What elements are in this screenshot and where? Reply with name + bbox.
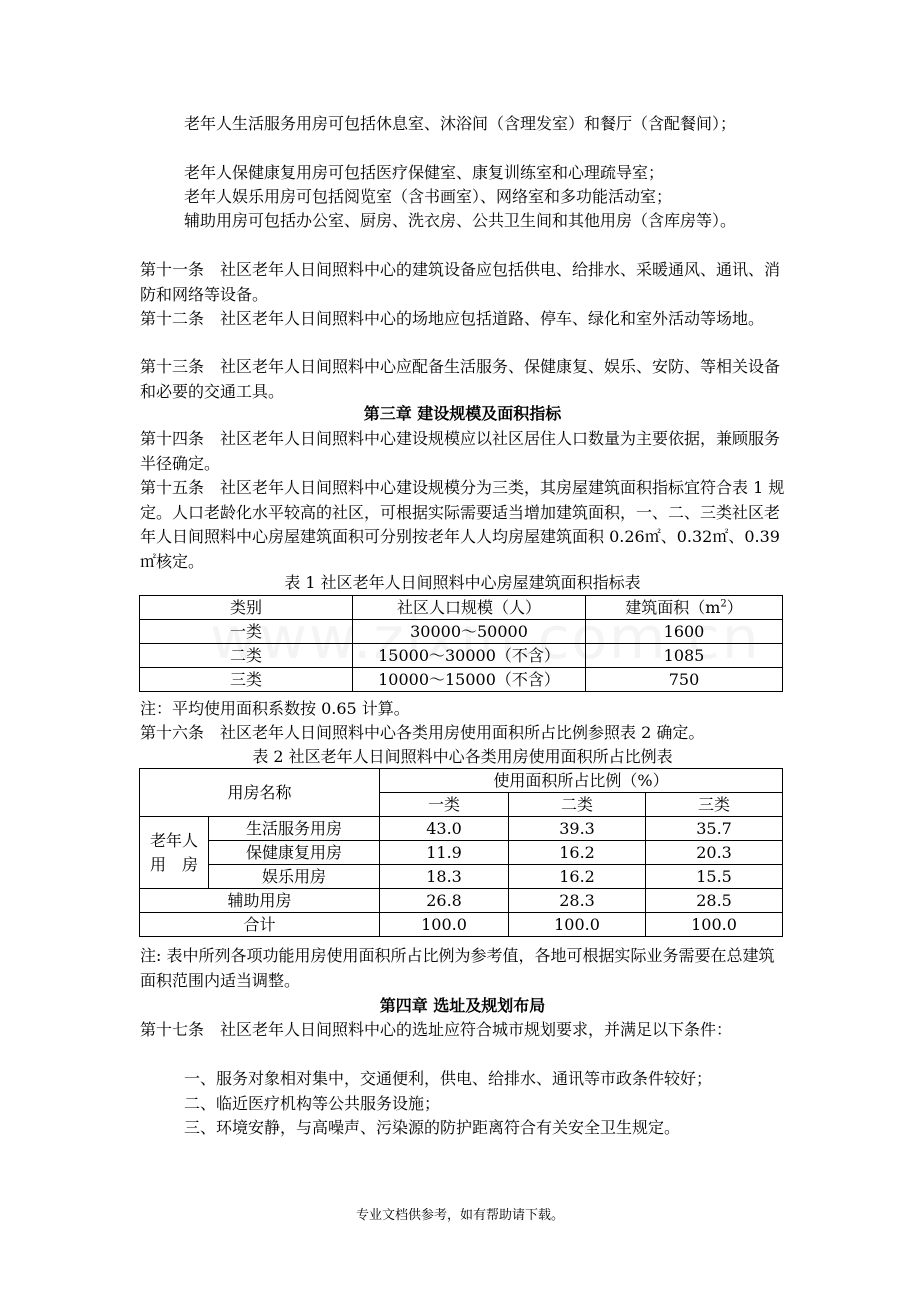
table-cell: 28.5: [646, 889, 783, 913]
table-cell: 三类: [140, 668, 353, 692]
table-cell: 16.2: [509, 841, 646, 865]
table-cell: 15000～30000（不含）: [353, 644, 586, 668]
paragraph-auxiliary-rooms: 辅助用房可包括办公室、厨房、洗衣房、公共卫生间和其他用房（含库房等）。: [184, 211, 737, 230]
paragraph-recreation-rooms: 老年人娱乐用房可包括阅览室（含书画室）、网络室和多功能活动室；: [184, 187, 673, 206]
table-row: [140, 620, 783, 644]
table-cell: 16.2: [509, 865, 646, 889]
article-14: 第十四条 社区老年人日间照料中心建设规模应以社区居住人口数量为主要依据，兼顾服务半径确定。: [140, 429, 781, 473]
table-1-header-population: 社区人口规模（人）: [353, 596, 586, 620]
table-2-group-elderly-rooms: [140, 817, 209, 889]
table-row: [140, 644, 783, 668]
table-1-note: 注：平均使用面积系数按 0.65 计算。: [140, 699, 410, 718]
paragraph-health-rooms: 老年人保健康复用房可包括医疗保健室、康复训练室和心理疏导室；: [184, 163, 665, 182]
table-2-header-name: 用房名称: [140, 769, 380, 817]
table-1-header-type: 类别: [140, 596, 353, 620]
table-cell: 35.7: [646, 817, 783, 841]
table-cell: 保健康复用房: [209, 841, 380, 865]
table-2-header-ratio: 使用面积所占比例（%）: [380, 769, 783, 793]
table-cell: 15.5: [646, 865, 783, 889]
paragraph-living-rooms: 老年人生活服务用房可包括休息室、沐浴间（含理发室）和餐厅（含配餐间）；: [184, 114, 737, 133]
table-2-note: 注: 表中所列各项功能用房使用面积所占比例为参考值，各地可根据实际业务需要在总建筑面积范围内适当调整。: [140, 946, 775, 990]
table-cell: 一类: [140, 620, 353, 644]
table-cell: 娱乐用房: [209, 865, 380, 889]
table-cell: 辅助用房: [140, 889, 380, 913]
table-2-header-class-3: 三类: [646, 793, 783, 817]
chapter-4-title: 第四章 选址及规划布局: [379, 996, 546, 1015]
table-row: [140, 865, 783, 889]
table-row: [140, 889, 783, 913]
article-12: 第十二条 社区老年人日间照料中心的场地应包括道路、停车、绿化和室外活动等场地。: [140, 309, 765, 328]
article-17: 第十七条 社区老年人日间照料中心的选址应符合城市规划要求，并满足以下条件：: [140, 1020, 733, 1039]
table-cell: 43.0: [380, 817, 509, 841]
table-2: [139, 768, 783, 937]
table-row: [140, 596, 783, 620]
table-cell: 合计: [140, 913, 380, 937]
condition-3: 三、环境安静，与高噪声、污染源的防护距离符合有关安全卫生规定。: [184, 1118, 681, 1137]
table-cell: 1085: [586, 644, 783, 668]
table-row: [140, 769, 783, 793]
table-cell: 10000～15000（不含）: [353, 668, 586, 692]
table-row: [140, 841, 783, 865]
table-1-header-area: [586, 596, 783, 620]
article-16: 第十六条 社区老年人日间照料中心各类用房使用面积所占比例参照表 2 确定。: [140, 723, 705, 742]
table-row: [140, 668, 783, 692]
table-cell: 28.3: [509, 889, 646, 913]
table-cell: 生活服务用房: [209, 817, 380, 841]
header-area-tail: ）: [726, 598, 743, 617]
group-label-line-1: 老年人: [149, 830, 198, 850]
table-2-caption: 表 2 社区老年人日间照料中心各类用房使用面积所占比例表: [252, 747, 673, 766]
table-cell: 二类: [140, 644, 353, 668]
table-cell: 1600: [586, 620, 783, 644]
table-cell: 11.9: [380, 841, 509, 865]
table-1-caption: 表 1 社区老年人日间照料中心房屋建筑面积指标表: [284, 573, 641, 592]
table-2-header-class-2: 二类: [509, 793, 646, 817]
table-cell: 750: [586, 668, 783, 692]
table-cell: 100.0: [646, 913, 783, 937]
page-footer: 专业文档供参考，如有帮助请下载。: [355, 1208, 564, 1223]
table-cell: 39.3: [509, 817, 646, 841]
table-cell: 30000～50000: [353, 620, 586, 644]
group-label-line-2: 用 房: [149, 854, 198, 874]
table-cell: 20.3: [646, 841, 783, 865]
table-1: [139, 595, 783, 692]
table-cell: 100.0: [509, 913, 646, 937]
article-15: 第十五条 社区老年人日间照料中心建设规模分为三类，其房屋建筑面积指标宜符合表 1 规定。人口老龄化水平较高的社区，可根据实际需要适当增加建筑面积，一、二、三类社区老年人日间照料中心房屋建筑面积可分别按老年人人均房屋建筑面积 0.26㎡、0.32㎡、0.39㎡核定。: [140, 478, 785, 571]
article-13: 第十三条 社区老年人日间照料中心应配备生活服务、保健康复、娱乐、安防、等相关设备和必要的交通工具。: [140, 357, 781, 401]
table-cell: 26.8: [380, 889, 509, 913]
article-11: 第十一条 社区老年人日间照料中心的建筑设备应包括供电、给排水、采暖通风、通讯、消防和网络等设备。: [140, 260, 781, 304]
table-2-header-class-1: 一类: [380, 793, 509, 817]
chapter-3-title: 第三章 建设规模及面积指标: [363, 404, 562, 423]
header-area-superscript: 2: [720, 598, 727, 610]
table-row: [140, 913, 783, 937]
table-cell: 18.3: [380, 865, 509, 889]
header-area-text: 建筑面积（m: [625, 598, 721, 617]
condition-1: 一、服务对象相对集中，交通便利，供电、给排水、通讯等市政条件较好；: [184, 1069, 713, 1088]
table-cell: 100.0: [380, 913, 509, 937]
condition-2: 二、临近医疗机构等公共服务设施；: [184, 1094, 441, 1113]
table-row: [140, 817, 783, 841]
